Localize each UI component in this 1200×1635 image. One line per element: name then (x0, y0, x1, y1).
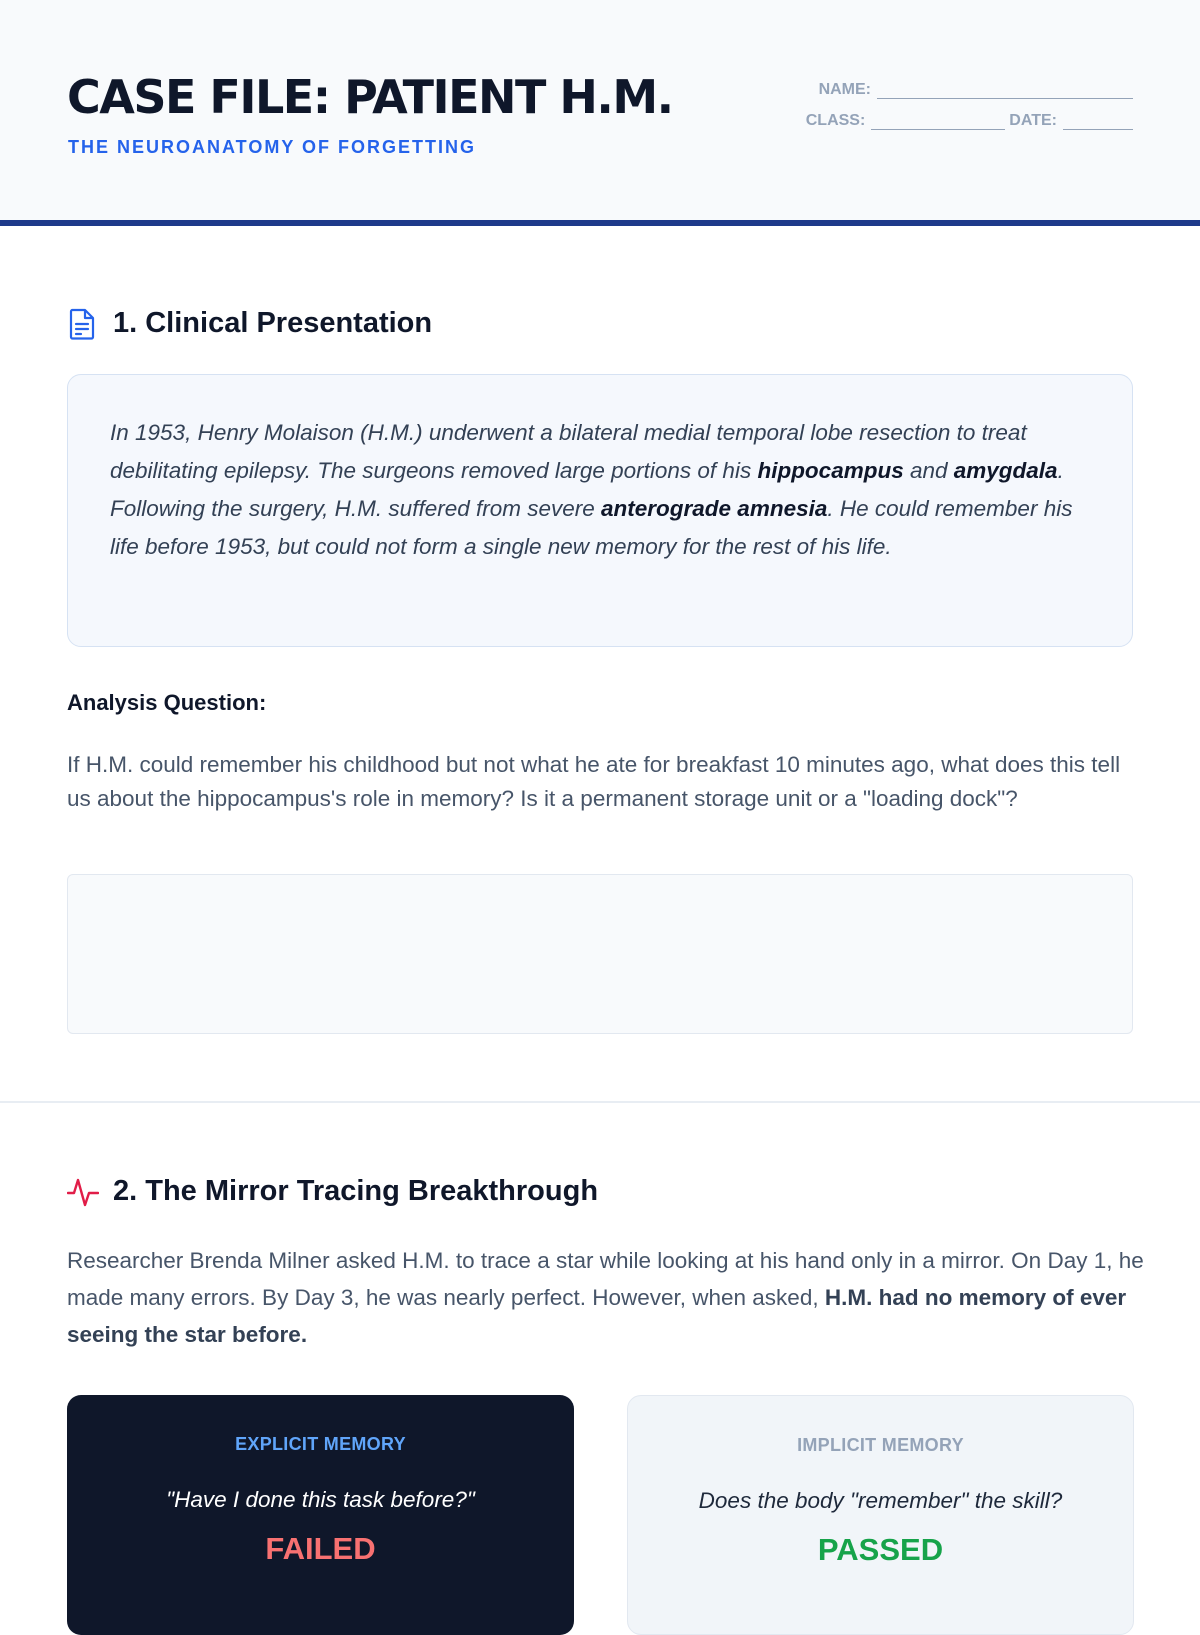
card-question: Does the body "remember" the skill? (698, 1488, 1063, 1513)
class-label: CLASS: (805, 112, 866, 129)
analysis-question-label: Analysis Question: (67, 690, 267, 715)
name-label: NAME: (818, 81, 871, 98)
result-passed: PASSED (817, 1532, 944, 1567)
case-term-hippocampus: hippocampus (757, 458, 904, 483)
section-divider (0, 1101, 1200, 1103)
intro-text: Researcher Brenda Milner asked H.M. to trace a star while looking at his hand only in a mirror. On Day 1, he made many errors. By Day 3, he was nearly perfect. However, when asked, (67, 1248, 1144, 1310)
document-icon (67, 308, 99, 340)
name-field[interactable] (877, 83, 1133, 99)
section-title: 1. Clinical Presentation (113, 307, 433, 339)
section-clinical-presentation-header (67, 307, 432, 340)
case-text: . Following the surgery, H.M. suffered from severe (110, 458, 1064, 521)
answer-field[interactable] (67, 874, 1133, 1034)
case-text: . He could remember his life before 1953, but could not form a single new memory for the rest of his life. (110, 496, 1073, 559)
case-text: and (903, 458, 954, 483)
case-description-box (67, 374, 1133, 647)
implicit-memory-card (627, 1395, 1134, 1635)
card-label: EXPLICIT MEMORY (235, 1434, 406, 1454)
date-label: DATE: (1009, 112, 1057, 129)
page-title: CASE FILE: PATIENT H.M. (67, 70, 673, 124)
section-title: 2. The Mirror Tracing Breakthrough (113, 1175, 599, 1207)
card-label: IMPLICIT MEMORY (797, 1435, 964, 1455)
result-failed: FAILED (265, 1531, 376, 1566)
case-term-amygdala: amygdala (953, 458, 1058, 483)
card-question: "Have I done this task before?" (166, 1487, 475, 1512)
student-info-fields (806, 68, 1133, 130)
section-mirror-tracing-header (67, 1175, 598, 1208)
page-subtitle: THE NEUROANATOMY OF FORGETTING (68, 137, 477, 157)
date-field[interactable] (1063, 114, 1133, 130)
intro-emphasis: H.M. had no memory of ever seeing the star before. (67, 1285, 1127, 1347)
mirror-tracing-intro (67, 1242, 1147, 1353)
explicit-memory-card (67, 1395, 574, 1635)
class-field[interactable] (871, 114, 1005, 130)
case-text: In 1953, Henry Molaison (H.M.) underwent a bilateral medial temporal lobe resection to treat debilitating epilepsy. The surgeons removed large portions of his (110, 420, 1027, 483)
page-header (0, 0, 1200, 226)
case-term-anterograde-amnesia: anterograde amnesia (601, 496, 828, 521)
pulse-icon (67, 1176, 99, 1208)
analysis-question-text: If H.M. could remember his childhood but not what he ate for breakfast 10 minutes ago, what does this tell us about the hippocampus's role in memory? Is it a permanent storage unit or a "loading dock"? (67, 752, 1121, 811)
